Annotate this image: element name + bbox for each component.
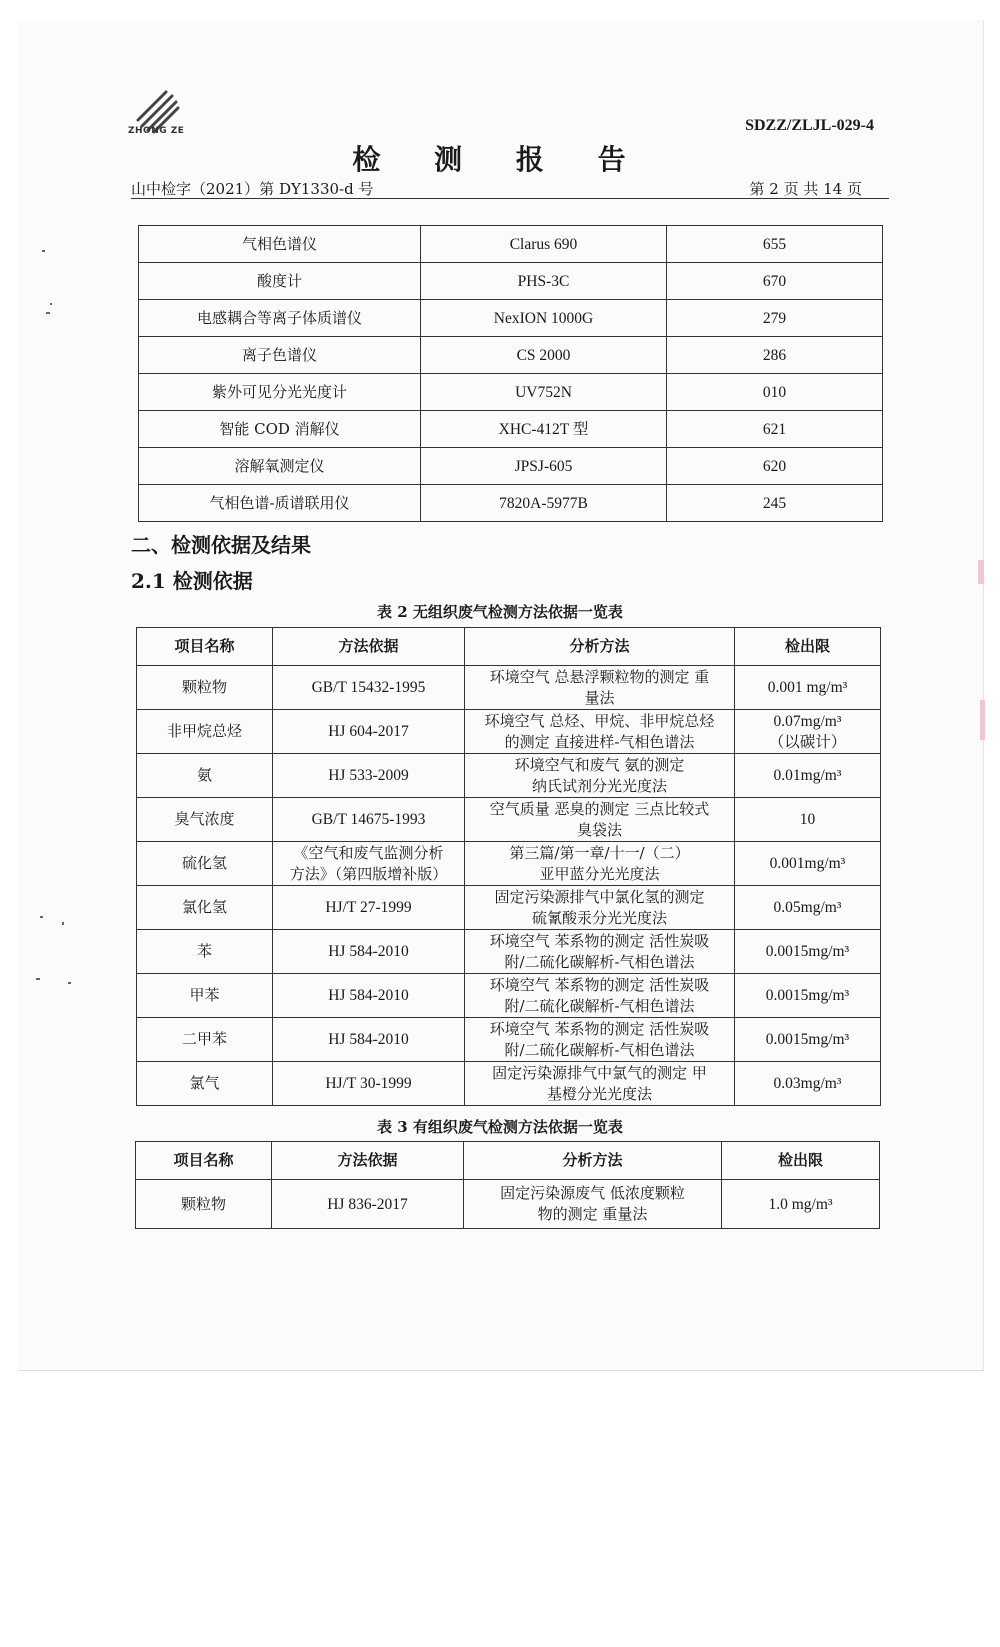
logo-text: ZHONG ZE <box>128 126 185 136</box>
equipment-name: 离子色谱仪 <box>139 337 421 374</box>
equipment-number: 286 <box>667 337 883 374</box>
analysis-method-line: 量法 <box>584 688 615 707</box>
equipment-name: 溶解氧测定仪 <box>139 448 421 485</box>
analysis-method-line: 臭袋法 <box>576 820 622 839</box>
detection-limit-value: 0.0015mg/m³ <box>765 943 850 960</box>
method-basis: HJ/T 27-1999 <box>273 886 465 930</box>
detection-limit <box>735 1018 881 1062</box>
method-basis: HJ 836-2017 <box>272 1180 464 1229</box>
item-name: 臭气浓度 <box>137 798 273 842</box>
table-row <box>137 886 881 930</box>
equipment-number: 245 <box>667 485 883 522</box>
method-basis-line: 《空气和废气监测分析 <box>293 843 444 862</box>
equipment-name: 酸度计 <box>139 263 421 300</box>
analysis-method-line: 环境空气 苯系物的测定 活性炭吸 <box>489 931 710 950</box>
detection-limit-value: 0.01mg/m³ <box>773 767 842 784</box>
report-title: 检 测 报 告 <box>352 143 648 176</box>
analysis-method-line: 环境空气 总悬浮颗粒物的测定 重 <box>489 667 710 686</box>
analysis-method-line: 环境空气 苯系物的测定 活性炭吸 <box>489 1019 710 1038</box>
table-row <box>137 930 881 974</box>
detection-limit <box>735 930 881 974</box>
seal-edge-mark <box>980 700 985 740</box>
column-header: 检出限 <box>722 1142 880 1180</box>
column-header: 分析方法 <box>465 628 735 666</box>
detection-limit-value: 0.05mg/m³ <box>773 899 842 916</box>
equipment-number: 279 <box>667 300 883 337</box>
analysis-method-line: 纳氏试剂分光光度法 <box>531 776 667 795</box>
detection-limit-value: 0.0015mg/m³ <box>765 1031 850 1048</box>
table-row <box>137 974 881 1018</box>
method-basis: GB/T 14675-1993 <box>273 798 465 842</box>
equipment-number: 621 <box>667 411 883 448</box>
table-row <box>139 448 883 485</box>
equipment-name: 智能 COD 消解仪 <box>139 411 421 448</box>
equipment-number: 655 <box>667 226 883 263</box>
analysis-method-line: 固定污染源排气中氯气的测定 甲 <box>492 1063 707 1082</box>
analysis-method-line: 的测定 直接进样-气相色谱法 <box>504 732 695 751</box>
detection-limit-value: 0.001mg/m³ <box>769 855 846 872</box>
method-basis: HJ 604-2017 <box>273 710 465 754</box>
column-header: 检出限 <box>735 628 881 666</box>
equipment-name: 气相色谱-质谱联用仪 <box>139 485 421 522</box>
analysis-method <box>465 710 735 754</box>
analysis-method <box>465 974 735 1018</box>
analysis-method-line: 物的测定 重量法 <box>537 1205 648 1223</box>
method-basis <box>273 842 465 886</box>
method-basis: HJ 584-2010 <box>273 930 465 974</box>
equipment-number: 620 <box>667 448 883 485</box>
analysis-method-line: 基橙分光光度法 <box>546 1084 652 1103</box>
table-row <box>139 300 883 337</box>
organized-gas-method-table <box>135 1141 880 1229</box>
method-basis: HJ 584-2010 <box>273 1018 465 1062</box>
analysis-method-line: 环境空气 苯系物的测定 活性炭吸 <box>489 975 710 994</box>
detection-limit-value: 0.001 mg/m³ <box>767 679 848 696</box>
equipment-model: NexION 1000G <box>421 300 667 337</box>
method-basis-line: 方法》（第四版增补版） <box>289 864 448 883</box>
analysis-method <box>465 1018 735 1062</box>
analysis-method-line: 亚甲蓝分光光度法 <box>539 864 660 883</box>
analysis-method <box>465 842 735 886</box>
item-name: 甲苯 <box>137 974 273 1018</box>
method-basis: HJ 533-2009 <box>273 754 465 798</box>
item-name: 颗粒物 <box>136 1180 272 1229</box>
detection-limit-value: 0.0015mg/m³ <box>765 987 850 1004</box>
scan-speck <box>46 312 50 314</box>
page-number: 第 2 页 共 14 页 <box>749 180 862 198</box>
detection-limit <box>735 754 881 798</box>
document-code: SDZZ/ZLJL-029-4 <box>745 117 874 134</box>
table3-caption: 表 3 有组织废气检测方法依据一览表 <box>377 1118 623 1136</box>
unorganized-gas-method-table <box>136 627 881 1106</box>
item-name: 氯化氢 <box>137 886 273 930</box>
equipment-name: 电感耦合等离子体质谱仪 <box>139 300 421 337</box>
table-row <box>139 226 883 263</box>
column-header: 项目名称 <box>136 1142 272 1180</box>
item-name: 氯气 <box>137 1062 273 1106</box>
analysis-method <box>465 886 735 930</box>
item-name: 硫化氢 <box>137 842 273 886</box>
scan-speck <box>36 978 40 980</box>
detection-limit <box>735 666 881 710</box>
equipment-name: 紫外可见分光光度计 <box>139 374 421 411</box>
table-row <box>137 1062 881 1106</box>
analysis-method <box>465 754 735 798</box>
equipment-name: 气相色谱仪 <box>139 226 421 263</box>
equipment-model: XHC-412T 型 <box>421 411 667 448</box>
detection-limit <box>735 842 881 886</box>
table-row <box>139 337 883 374</box>
table-row <box>137 798 881 842</box>
table-row <box>137 710 881 754</box>
detection-limit <box>735 710 881 754</box>
table-row <box>139 374 883 411</box>
item-name: 苯 <box>137 930 273 974</box>
method-basis: HJ 584-2010 <box>273 974 465 1018</box>
detection-limit-value: 1.0 mg/m³ <box>768 1195 833 1213</box>
table-row <box>137 754 881 798</box>
equipment-number: 670 <box>667 263 883 300</box>
detection-limit <box>735 974 881 1018</box>
item-name: 颗粒物 <box>137 666 273 710</box>
detection-limit-value: 10 <box>799 811 816 828</box>
scan-speck <box>50 303 52 305</box>
analysis-method-line: 附/二硫化碳解析-气相色谱法 <box>504 952 695 971</box>
analysis-method-line: 空气质量 恶臭的测定 三点比较式 <box>489 799 710 818</box>
column-header: 分析方法 <box>464 1142 722 1180</box>
detection-limit-value: 0.07mg/m³ <box>773 712 842 730</box>
method-basis: HJ/T 30-1999 <box>273 1062 465 1106</box>
analysis-method <box>465 1062 735 1106</box>
analysis-method-line: 硫氰酸汞分光光度法 <box>531 908 667 927</box>
table-header-row <box>136 1142 880 1180</box>
equipment-model: UV752N <box>421 374 667 411</box>
scan-speck <box>40 916 43 918</box>
analysis-method-line: 附/二硫化碳解析-气相色谱法 <box>504 996 695 1015</box>
equipment-model: Clarus 690 <box>421 226 667 263</box>
scan-speck <box>62 922 64 925</box>
equipment-model: CS 2000 <box>421 337 667 374</box>
item-name: 二甲苯 <box>137 1018 273 1062</box>
section-heading: 二、检测依据及结果 <box>131 533 311 557</box>
scan-speck <box>42 250 45 252</box>
column-header: 方法依据 <box>272 1142 464 1180</box>
item-name: 非甲烷总烃 <box>137 710 273 754</box>
item-name: 氨 <box>137 754 273 798</box>
equipment-number: 010 <box>667 374 883 411</box>
detection-limit-note: （以碳计） <box>768 733 847 751</box>
report-number: 山中检字（2021）第 DY1330-d 号 <box>131 180 374 198</box>
analysis-method-line: 第三篇/第一章/十一/（二） <box>509 843 690 862</box>
detection-limit-value: 0.03mg/m³ <box>773 1075 842 1092</box>
detection-limit <box>735 1062 881 1106</box>
detection-limit <box>735 886 881 930</box>
analysis-method-line: 固定污染源废气 低浓度颗粒 <box>500 1184 685 1202</box>
analysis-method-line: 环境空气和废气 氨的测定 <box>514 755 685 774</box>
table-row <box>137 1018 881 1062</box>
table-header-row <box>137 628 881 666</box>
analysis-method <box>465 930 735 974</box>
equipment-model: JPSJ-605 <box>421 448 667 485</box>
analysis-method-line: 环境空气 总烃、甲烷、非甲烷总烃 <box>484 711 715 730</box>
method-basis: GB/T 15432-1995 <box>273 666 465 710</box>
seal-edge-mark <box>978 560 984 584</box>
scan-speck <box>68 982 71 984</box>
table-row <box>139 411 883 448</box>
column-header: 项目名称 <box>137 628 273 666</box>
equipment-table <box>138 225 883 522</box>
analysis-method <box>464 1180 722 1229</box>
column-header: 方法依据 <box>273 628 465 666</box>
table2-caption: 表 2 无组织废气检测方法依据一览表 <box>377 603 623 621</box>
detection-limit <box>722 1180 880 1229</box>
equipment-model: 7820A-5977B <box>421 485 667 522</box>
header-divider <box>131 198 889 199</box>
equipment-model: PHS-3C <box>421 263 667 300</box>
table-row <box>139 485 883 522</box>
analysis-method-line: 附/二硫化碳解析-气相色谱法 <box>504 1040 695 1059</box>
detection-limit <box>735 798 881 842</box>
table-row <box>136 1180 880 1229</box>
table-row <box>137 842 881 886</box>
analysis-method <box>465 798 735 842</box>
subsection-heading: 2.1 检测依据 <box>131 569 253 593</box>
analysis-method <box>465 666 735 710</box>
table-row <box>139 263 883 300</box>
analysis-method-line: 固定污染源排气中氯化氢的测定 <box>494 887 705 906</box>
table-row <box>137 666 881 710</box>
